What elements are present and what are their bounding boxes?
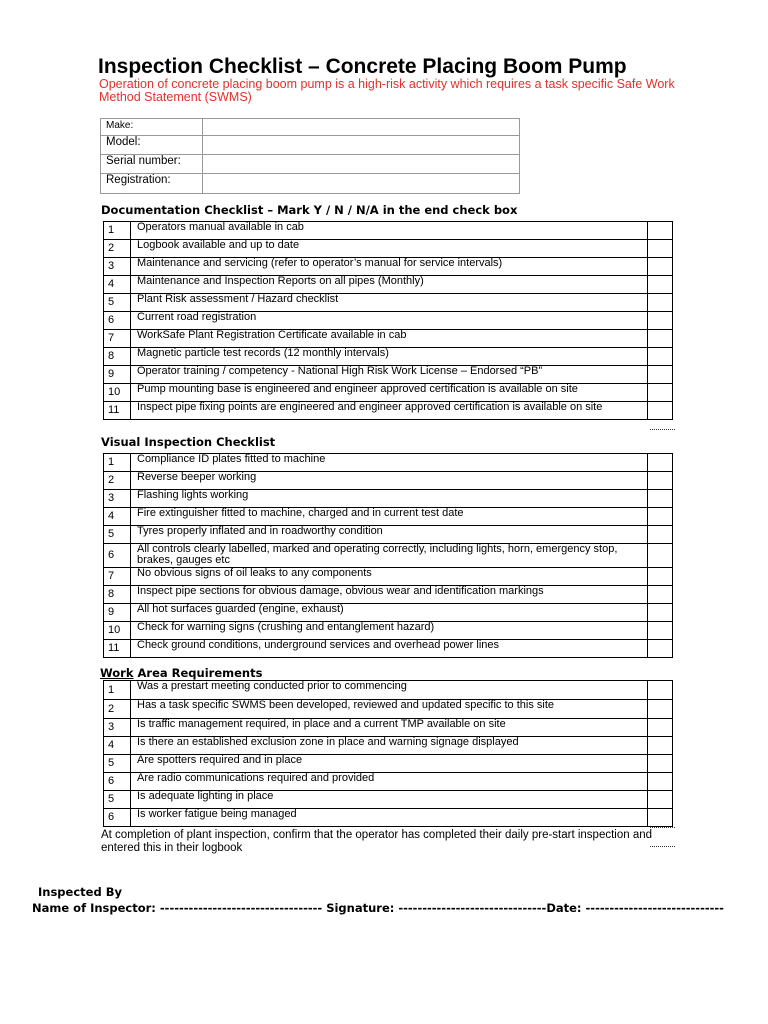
documentation-row bbox=[104, 384, 673, 402]
item-text: Is traffic management required, in place and a current TMP available on site bbox=[131, 719, 648, 737]
item-text: Is there an established exclusion zone in place and warning signage displayed bbox=[131, 737, 648, 755]
check-box[interactable] bbox=[648, 700, 673, 719]
item-number: 8 bbox=[104, 586, 131, 604]
check-box[interactable] bbox=[648, 526, 673, 544]
check-box[interactable] bbox=[648, 258, 673, 276]
item-number: 6 bbox=[104, 312, 131, 330]
documentation-row bbox=[104, 222, 673, 240]
item-number: 1 bbox=[104, 681, 131, 700]
work-area-heading-underlined: Work bbox=[100, 666, 134, 680]
visual-row bbox=[104, 544, 673, 568]
visual-row bbox=[104, 526, 673, 544]
inspector-signature-line: Name of Inspector: ---------------------------------- Signature: -------------------------------Date: ----------------------------- bbox=[32, 901, 724, 915]
completion-note: At completion of plant inspection, confirm that the operator has completed their daily pre-start inspection and entered this in their logbook bbox=[101, 829, 653, 854]
item-text: Inspect pipe fixing points are engineered and engineer approved certification is available on site bbox=[131, 402, 648, 420]
item-text: WorkSafe Plant Registration Certificate available in cab bbox=[131, 330, 648, 348]
item-number: 1 bbox=[104, 454, 131, 472]
check-box[interactable] bbox=[648, 384, 673, 402]
item-text: Maintenance and Inspection Reports on all pipes (Monthly) bbox=[131, 276, 648, 294]
check-box[interactable] bbox=[648, 454, 673, 472]
item-number: 2 bbox=[104, 240, 131, 258]
item-text: Are radio communications required and provided bbox=[131, 773, 648, 791]
check-box[interactable] bbox=[648, 312, 673, 330]
item-number: 4 bbox=[104, 737, 131, 755]
inspected-by-label: Inspected By bbox=[38, 885, 122, 899]
item-number: 5 bbox=[104, 791, 131, 809]
work_area-row bbox=[104, 700, 673, 719]
work-area-heading bbox=[100, 666, 262, 680]
check-box[interactable] bbox=[648, 622, 673, 640]
item-text: No obvious signs of oil leaks to any components bbox=[131, 568, 648, 586]
check-box[interactable] bbox=[648, 472, 673, 490]
item-text: Pump mounting base is engineered and engineer approved certification is available on site bbox=[131, 384, 648, 402]
item-number: 1 bbox=[104, 222, 131, 240]
divider-dots bbox=[650, 429, 675, 431]
work_area-row bbox=[104, 809, 673, 827]
item-text: Tyres properly inflated and in roadworthy condition bbox=[131, 526, 648, 544]
item-number: 3 bbox=[104, 258, 131, 276]
visual-row bbox=[104, 472, 673, 490]
visual-row bbox=[104, 508, 673, 526]
check-box[interactable] bbox=[648, 294, 673, 312]
details-row bbox=[101, 136, 520, 155]
item-number: 3 bbox=[104, 490, 131, 508]
item-text: All hot surfaces guarded (engine, exhaust) bbox=[131, 604, 648, 622]
work-area-heading-rest: Area Requirements bbox=[133, 666, 263, 680]
item-number: 7 bbox=[104, 568, 131, 586]
details-row bbox=[101, 174, 520, 194]
item-number: 5 bbox=[104, 294, 131, 312]
item-text: Has a task specific SWMS been developed, reviewed and updated specific to this site bbox=[131, 700, 648, 719]
work_area-row bbox=[104, 773, 673, 791]
details-row bbox=[101, 155, 520, 174]
item-number: 2 bbox=[104, 472, 131, 490]
model-label: Model: bbox=[101, 136, 203, 155]
documentation-row bbox=[104, 330, 673, 348]
check-box[interactable] bbox=[648, 719, 673, 737]
item-text: Fire extinguisher fitted to machine, charged and in current test date bbox=[131, 508, 648, 526]
item-number: 11 bbox=[104, 402, 131, 420]
check-box[interactable] bbox=[648, 809, 673, 827]
check-box[interactable] bbox=[648, 490, 673, 508]
check-box[interactable] bbox=[648, 222, 673, 240]
documentation-row bbox=[104, 348, 673, 366]
make-field[interactable] bbox=[203, 119, 520, 136]
check-box[interactable] bbox=[648, 681, 673, 700]
item-text: Is adequate lighting in place bbox=[131, 791, 648, 809]
item-text: Flashing lights working bbox=[131, 490, 648, 508]
documentation-row bbox=[104, 366, 673, 384]
item-text: Check for warning signs (crushing and entanglement hazard) bbox=[131, 622, 648, 640]
visual-row bbox=[104, 640, 673, 658]
item-number: 2 bbox=[104, 700, 131, 719]
item-text: Was a prestart meeting conducted prior to commencing bbox=[131, 681, 648, 700]
documentation-checklist-table bbox=[103, 221, 673, 420]
visual-row bbox=[104, 454, 673, 472]
work_area-row bbox=[104, 755, 673, 773]
check-box[interactable] bbox=[648, 568, 673, 586]
item-text: Is worker fatigue being managed bbox=[131, 809, 648, 827]
item-number: 4 bbox=[104, 508, 131, 526]
check-box[interactable] bbox=[648, 402, 673, 420]
work-area-table bbox=[103, 680, 673, 827]
item-text: All controls clearly labelled, marked and operating correctly, including lights, horn, emergency stop, brakes, gauges etc bbox=[131, 544, 648, 568]
documentation-row bbox=[104, 258, 673, 276]
item-text: Operators manual available in cab bbox=[131, 222, 648, 240]
check-box[interactable] bbox=[648, 240, 673, 258]
item-text: Are spotters required and in place bbox=[131, 755, 648, 773]
serial-number-field[interactable] bbox=[203, 155, 520, 174]
documentation-row bbox=[104, 276, 673, 294]
documentation-row bbox=[104, 312, 673, 330]
work_area-row bbox=[104, 791, 673, 809]
item-text: Logbook available and up to date bbox=[131, 240, 648, 258]
item-number: 8 bbox=[104, 348, 131, 366]
item-number: 4 bbox=[104, 276, 131, 294]
make-label: Make: bbox=[101, 119, 203, 136]
item-number: 10 bbox=[104, 384, 131, 402]
visual-row bbox=[104, 568, 673, 586]
check-box[interactable] bbox=[648, 348, 673, 366]
check-box[interactable] bbox=[648, 544, 673, 568]
item-text: Plant Risk assessment / Hazard checklist bbox=[131, 294, 648, 312]
documentation-row bbox=[104, 240, 673, 258]
item-text: Maintenance and servicing (refer to operator’s manual for service intervals) bbox=[131, 258, 648, 276]
check-box[interactable] bbox=[648, 640, 673, 658]
item-text: Magnetic particle test records (12 monthly intervals) bbox=[131, 348, 648, 366]
check-box[interactable] bbox=[648, 330, 673, 348]
item-number: 9 bbox=[104, 604, 131, 622]
item-number: 11 bbox=[104, 640, 131, 658]
equipment-details-table bbox=[100, 118, 520, 194]
page-subtitle: Operation of concrete placing boom pump is a high-risk activity which requires a task specific Safe Work Method Statement (SWMS) bbox=[99, 77, 675, 104]
page-title: Inspection Checklist – Concrete Placing Boom Pump bbox=[98, 55, 627, 78]
check-box[interactable] bbox=[648, 508, 673, 526]
item-text: Current road registration bbox=[131, 312, 648, 330]
item-number: 6 bbox=[104, 544, 131, 568]
visual-row bbox=[104, 604, 673, 622]
item-number: 3 bbox=[104, 719, 131, 737]
visual-row bbox=[104, 622, 673, 640]
documentation-heading: Documentation Checklist – Mark Y / N / N/A in the end check box bbox=[101, 203, 518, 217]
item-number: 7 bbox=[104, 330, 131, 348]
check-box[interactable] bbox=[648, 737, 673, 755]
documentation-row bbox=[104, 402, 673, 420]
visual-inspection-table bbox=[103, 453, 673, 658]
work_area-row bbox=[104, 719, 673, 737]
item-number: 10 bbox=[104, 622, 131, 640]
visual-row bbox=[104, 490, 673, 508]
registration-label: Registration: bbox=[101, 174, 203, 194]
visual-inspection-heading: Visual Inspection Checklist bbox=[101, 435, 276, 449]
check-box[interactable] bbox=[648, 366, 673, 384]
check-box[interactable] bbox=[648, 586, 673, 604]
registration-field[interactable] bbox=[203, 174, 520, 194]
item-text: Operator training / competency - National High Risk Work License – Endorsed “PB” bbox=[131, 366, 648, 384]
check-box[interactable] bbox=[648, 276, 673, 294]
work_area-row bbox=[104, 681, 673, 700]
check-box[interactable] bbox=[648, 791, 673, 809]
item-text: Check ground conditions, underground services and overhead power lines bbox=[131, 640, 648, 658]
check-box[interactable] bbox=[648, 604, 673, 622]
serial-number-label: Serial number: bbox=[101, 155, 203, 174]
visual-row bbox=[104, 586, 673, 604]
item-number: 5 bbox=[104, 755, 131, 773]
item-text: Reverse beeper working bbox=[131, 472, 648, 490]
item-number: 9 bbox=[104, 366, 131, 384]
work_area-row bbox=[104, 737, 673, 755]
item-text: Inspect pipe sections for obvious damage, obvious wear and identification markings bbox=[131, 586, 648, 604]
item-number: 5 bbox=[104, 526, 131, 544]
check-box[interactable] bbox=[648, 755, 673, 773]
documentation-row bbox=[104, 294, 673, 312]
item-text: Compliance ID plates fitted to machine bbox=[131, 454, 648, 472]
item-number: 6 bbox=[104, 773, 131, 791]
model-field[interactable] bbox=[203, 136, 520, 155]
item-number: 6 bbox=[104, 809, 131, 827]
details-row bbox=[101, 119, 520, 136]
check-box[interactable] bbox=[648, 773, 673, 791]
